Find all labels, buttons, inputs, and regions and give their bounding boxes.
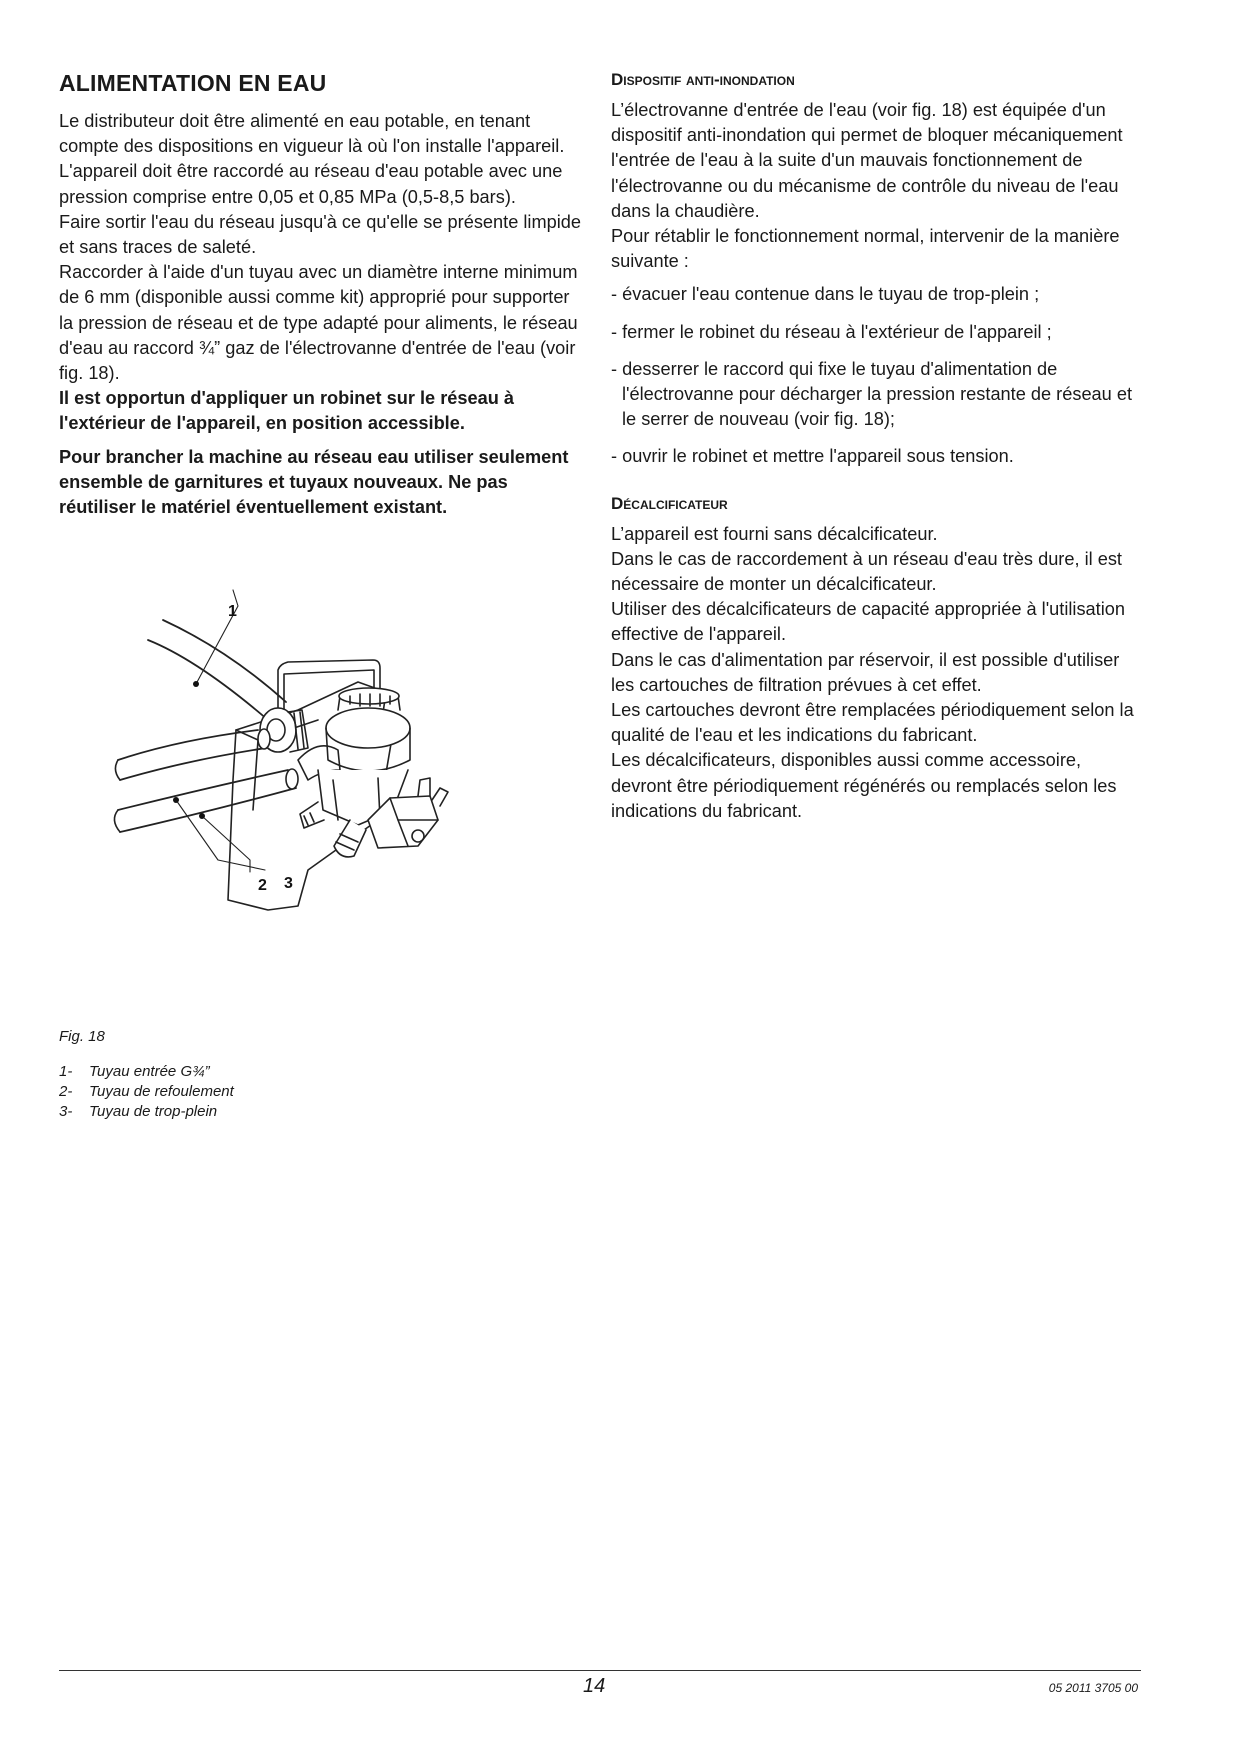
left-column [59, 62, 587, 520]
page-number: 14 [583, 1675, 606, 1697]
legend-item [59, 1102, 234, 1122]
paragraph: Utiliser des décalcificateurs de capacité appropriée à l'utilisation effective de l'appareil. [611, 599, 1126, 645]
legend-text: Tuyau de trop-plein [89, 1103, 218, 1120]
legend-item [59, 1082, 234, 1102]
paragraph: Faire sortir l'eau du réseau jusqu'à ce qu'elle se présente limpide et sans traces de saleté. [59, 211, 581, 258]
legend-number: 3- [59, 1103, 73, 1120]
figure-caption: Fig. 18 [59, 1028, 105, 1045]
bold-warning-robinet: Il est opportun d'appliquer un robinet sur le réseau à l'extérieur de l'appareil, en position accessible. [59, 388, 515, 434]
section-title-decalcificateur: Décalcificateur [611, 493, 728, 513]
callout-2: 2 [258, 877, 267, 894]
right-column [611, 62, 1141, 824]
legend-number: 1- [59, 1063, 73, 1080]
legend-number: 2- [59, 1083, 73, 1100]
step-item: - ouvrir le robinet et mettre l'appareil sous tension. [611, 446, 1014, 467]
step-item: - fermer le robinet du réseau à l'extérieur de l'appareil ; [611, 321, 1052, 342]
legend-item [59, 1062, 234, 1082]
bold-warning-garnitures: Pour brancher la machine au réseau eau utiliser seulement ensemble de garnitures et tuyaux nouveaux. Ne pas réutiliser le matériel éventuellement existant. [59, 446, 569, 518]
paragraph: L’électrovanne d'entrée de l'eau (voir fig. 18) est équipée d'un dispositif anti-inondation qui permet de bloquer mécaniquement l'entrée de l'eau à la suite d'un mauvais fonctionnement de l'électrovanne ou du mécanisme de contrôle du niveau de l'eau dans la chaudière. [611, 100, 1123, 221]
legend-text: Tuyau entrée G¾” [89, 1063, 210, 1080]
paragraph: Pour rétablir le fonctionnement normal, intervenir de la manière suivante : [611, 226, 1120, 272]
section-title-alimentation: ALIMENTATION EN EAU [59, 70, 327, 96]
paragraph: Les cartouches devront être remplacées périodiquement selon la qualité de l'eau et les indications du fabricant. [611, 700, 1134, 746]
section-title-anti-inondation: Dispositif anti-inondation [611, 70, 795, 89]
paragraph: Dans le cas d'alimentation par réservoir, il est possible d'utiliser les cartouches de filtration prévues à cet effet. [611, 649, 1120, 695]
step-item: - desserrer le raccord qui fixe le tuyau d'alimentation de l'électrovanne pour décharger la pression restante de réseau et le serrer de nouveau (voir fig. 18); [611, 358, 1133, 430]
step-item: - évacuer l'eau contenue dans le tuyau de trop-plein ; [611, 284, 1040, 305]
footer-rule [59, 1670, 1141, 1671]
paragraph: Dans le cas de raccordement à un réseau d'eau très dure, il est nécessaire de monter un décalcificateur. [611, 548, 1122, 595]
paragraph: L'appareil doit être raccordé au réseau d'eau potable avec une pression comprise entre 0,05 et 0,85 MPa (0,5-8,5 bars). [59, 161, 563, 207]
paragraph: Les décalcificateurs, disponibles aussi comme accessoire, devront être périodiquement régénérés ou remplacés selon les indications du fabricant. [611, 750, 1117, 821]
figure-18-illustration [118, 603, 518, 1000]
callout-1: 1 [228, 603, 237, 620]
paragraph: Le distributeur doit être alimenté en eau potable, en tenant compte des dispositions en vigueur là où l'on installe l'appareil. [59, 111, 565, 157]
paragraph: L’appareil est fourni sans décalcificateur. [611, 523, 938, 544]
callout-3: 3 [284, 875, 293, 892]
figure-legend [59, 1062, 234, 1122]
paragraph: Raccorder à l'aide d'un tuyau avec un diamètre interne minimum de 6 mm (disponible aussi comme kit) approprié pour supporter la pression de réseau et de type adapté pour aliments, le réseau d'eau au raccord ¾” gaz de l'électrovanne d'entrée de l'eau (voir fig. 18). [59, 262, 578, 384]
document-code: 05 2011 3705 00 [1048, 1681, 1138, 1695]
legend-text: Tuyau de refoulement [89, 1083, 234, 1100]
procedure-steps [611, 282, 1141, 469]
